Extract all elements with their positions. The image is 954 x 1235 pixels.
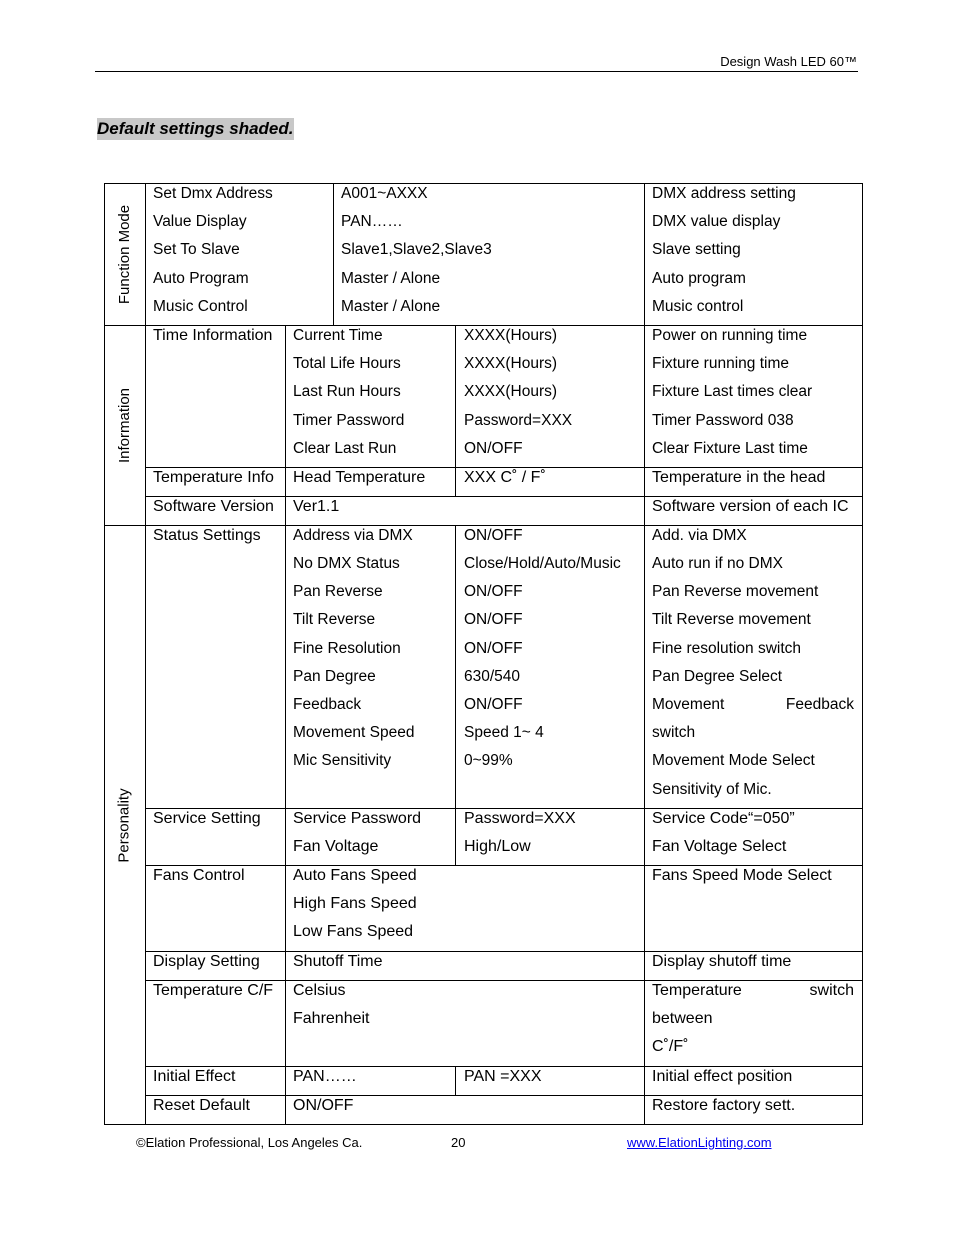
reset-desc: Restore factory sett.	[652, 1097, 796, 1114]
temp-cf-sub: Fahrenheit	[293, 1010, 370, 1027]
function-desc: DMX address setting	[652, 185, 796, 202]
section-label-function-mode: Function Mode	[116, 204, 134, 304]
service-sub: Service Password	[293, 810, 422, 827]
service-setting-label: Service Setting	[153, 810, 261, 827]
initial-effect-label: Initial Effect	[153, 1068, 236, 1085]
footer-page-number: 20	[451, 1135, 466, 1150]
time-info-desc: Fixture running time	[652, 355, 789, 372]
function-column-divider	[333, 183, 334, 325]
temp-cf-sub: Celsius	[293, 982, 346, 999]
status-sub: Address via DMX	[293, 527, 413, 544]
fans-desc: Fans Speed Mode Select	[652, 867, 832, 884]
status-value: ON/OFF	[464, 527, 523, 544]
status-desc: Sensitivity of Mic.	[652, 781, 772, 798]
fans-sub: Auto Fans Speed	[293, 867, 417, 884]
time-info-value: Password=XXX	[464, 412, 573, 429]
section-label-personality: Personality	[116, 787, 134, 863]
time-info-desc: Clear Fixture Last time	[652, 440, 808, 457]
function-value: Master / Alone	[341, 298, 441, 315]
temp-info-desc: Temperature in the head	[652, 469, 826, 486]
initial-desc: Initial effect position	[652, 1068, 793, 1085]
time-info-sub: Total Life Hours	[293, 355, 401, 372]
function-value: Master / Alone	[341, 270, 441, 287]
time-info-desc: Power on running time	[652, 327, 808, 344]
status-sub: Fine Resolution	[293, 640, 401, 657]
status-desc: switch	[652, 724, 696, 741]
function-name: Set Dmx Address	[153, 185, 273, 202]
status-sub: No DMX Status	[293, 555, 400, 572]
function-desc: DMX value display	[652, 213, 781, 230]
reset-default-label: Reset Default	[153, 1097, 250, 1114]
initial-value: PAN =XXX	[464, 1068, 542, 1085]
function-value: PAN……	[341, 213, 403, 230]
status-value: 630/540	[464, 668, 521, 685]
status-settings-label: Status Settings	[153, 527, 261, 544]
status-sub: Pan Degree	[293, 668, 376, 685]
function-desc: Auto program	[652, 270, 746, 287]
function-desc: Slave setting	[652, 241, 741, 258]
status-desc: Auto run if no DMX	[652, 555, 783, 572]
section-label-information: Information	[116, 387, 134, 463]
status-desc: Add. via DMX	[652, 527, 747, 544]
temp-cf-label: Temperature C/F	[153, 982, 274, 999]
service-sub: Fan Voltage	[293, 838, 379, 855]
time-info-value: XXXX(Hours)	[464, 355, 558, 372]
time-info-sub: Current Time	[293, 327, 383, 344]
status-value: ON/OFF	[464, 640, 523, 657]
time-info-sub: Clear Last Run	[293, 440, 397, 457]
fans-sub: High Fans Speed	[293, 895, 417, 912]
service-desc: Service Code“=050”	[652, 810, 795, 827]
status-value: ON/OFF	[464, 583, 523, 600]
function-value: A001~AXXX	[341, 185, 428, 202]
status-value: Close/Hold/Auto/Music	[464, 555, 621, 572]
footer-copyright: ©Elation Professional, Los Angeles Ca.	[136, 1135, 363, 1150]
temp-cf-desc: C˚/F˚	[652, 1038, 689, 1055]
display-desc: Display shutoff time	[652, 953, 792, 970]
status-settings-descs	[652, 526, 854, 806]
status-sub: Pan Reverse	[293, 583, 383, 600]
reset-sub: ON/OFF	[293, 1097, 354, 1114]
value-column-divider-personality	[455, 525, 456, 865]
time-info-desc: Timer Password 038	[652, 412, 794, 429]
initial-sub: PAN……	[293, 1068, 357, 1085]
temp-cf-desc: between	[652, 1010, 713, 1027]
status-sub: Tilt Reverse	[293, 611, 376, 628]
table-border-bottom	[104, 1124, 863, 1125]
time-info-label: Time Information	[153, 327, 273, 344]
time-info-value: XXXX(Hours)	[464, 327, 558, 344]
time-info-value: ON/OFF	[464, 440, 523, 457]
display-sub: Shutoff Time	[293, 953, 383, 970]
name-column-divider	[285, 325, 286, 1125]
status-value: Speed 1~ 4	[464, 724, 544, 741]
fans-sub: Low Fans Speed	[293, 923, 414, 940]
time-info-value: XXXX(Hours)	[464, 383, 558, 400]
status-desc: Tilt Reverse movement	[652, 611, 811, 628]
service-desc: Fan Voltage Select	[652, 838, 787, 855]
status-sub: Movement Speed	[293, 724, 415, 741]
value-column-divider-initial	[455, 1066, 456, 1095]
status-sub: Feedback	[293, 696, 362, 713]
service-value: Password=XXX	[464, 810, 576, 827]
status-value: ON/OFF	[464, 696, 523, 713]
time-info-desc: Fixture Last times clear	[652, 383, 813, 400]
value-column-divider-info	[455, 325, 456, 496]
display-setting-label: Display Setting	[153, 953, 260, 970]
temp-info-value: XXX C˚ / F˚	[464, 469, 546, 486]
status-value: ON/OFF	[464, 611, 523, 628]
fans-control-label: Fans Control	[153, 867, 245, 884]
time-info-sub: Last Run Hours	[293, 383, 401, 400]
status-desc: Fine resolution switch	[652, 640, 802, 657]
status-desc: Pan Degree Select	[652, 668, 783, 685]
function-value: Slave1,Slave2,Slave3	[341, 241, 492, 258]
status-sub: Mic Sensitivity	[293, 752, 392, 769]
function-name: Set To Slave	[153, 241, 240, 258]
software-label: Software Version	[153, 498, 274, 515]
temp-cf-desc: Temperature switch	[652, 982, 854, 999]
status-desc: Pan Reverse movement	[652, 583, 819, 600]
temp-info-sub: Head Temperature	[293, 469, 426, 486]
default-settings-note: Default settings shaded.	[97, 119, 294, 138]
status-desc-feedback: Movement Feedback	[652, 696, 854, 713]
website-link[interactable]: www.ElationLighting.com	[627, 1135, 772, 1150]
status-desc: Movement Mode Select	[652, 752, 815, 769]
function-name: Auto Program	[153, 270, 249, 287]
function-name: Value Display	[153, 213, 247, 230]
header-title: Design Wash LED 60™	[720, 54, 857, 69]
function-name: Music Control	[153, 298, 248, 315]
service-value: High/Low	[464, 838, 531, 855]
header-divider	[95, 71, 858, 72]
temp-info-label: Temperature Info	[153, 469, 274, 486]
function-desc: Music control	[652, 298, 744, 315]
software-desc: Software version of each IC	[652, 498, 849, 515]
time-info-sub: Timer Password	[293, 412, 405, 429]
settings-table	[104, 183, 863, 1125]
software-sub: Ver1.1	[293, 498, 340, 515]
footer-website	[627, 1135, 772, 1150]
status-value: 0~99%	[464, 752, 513, 769]
